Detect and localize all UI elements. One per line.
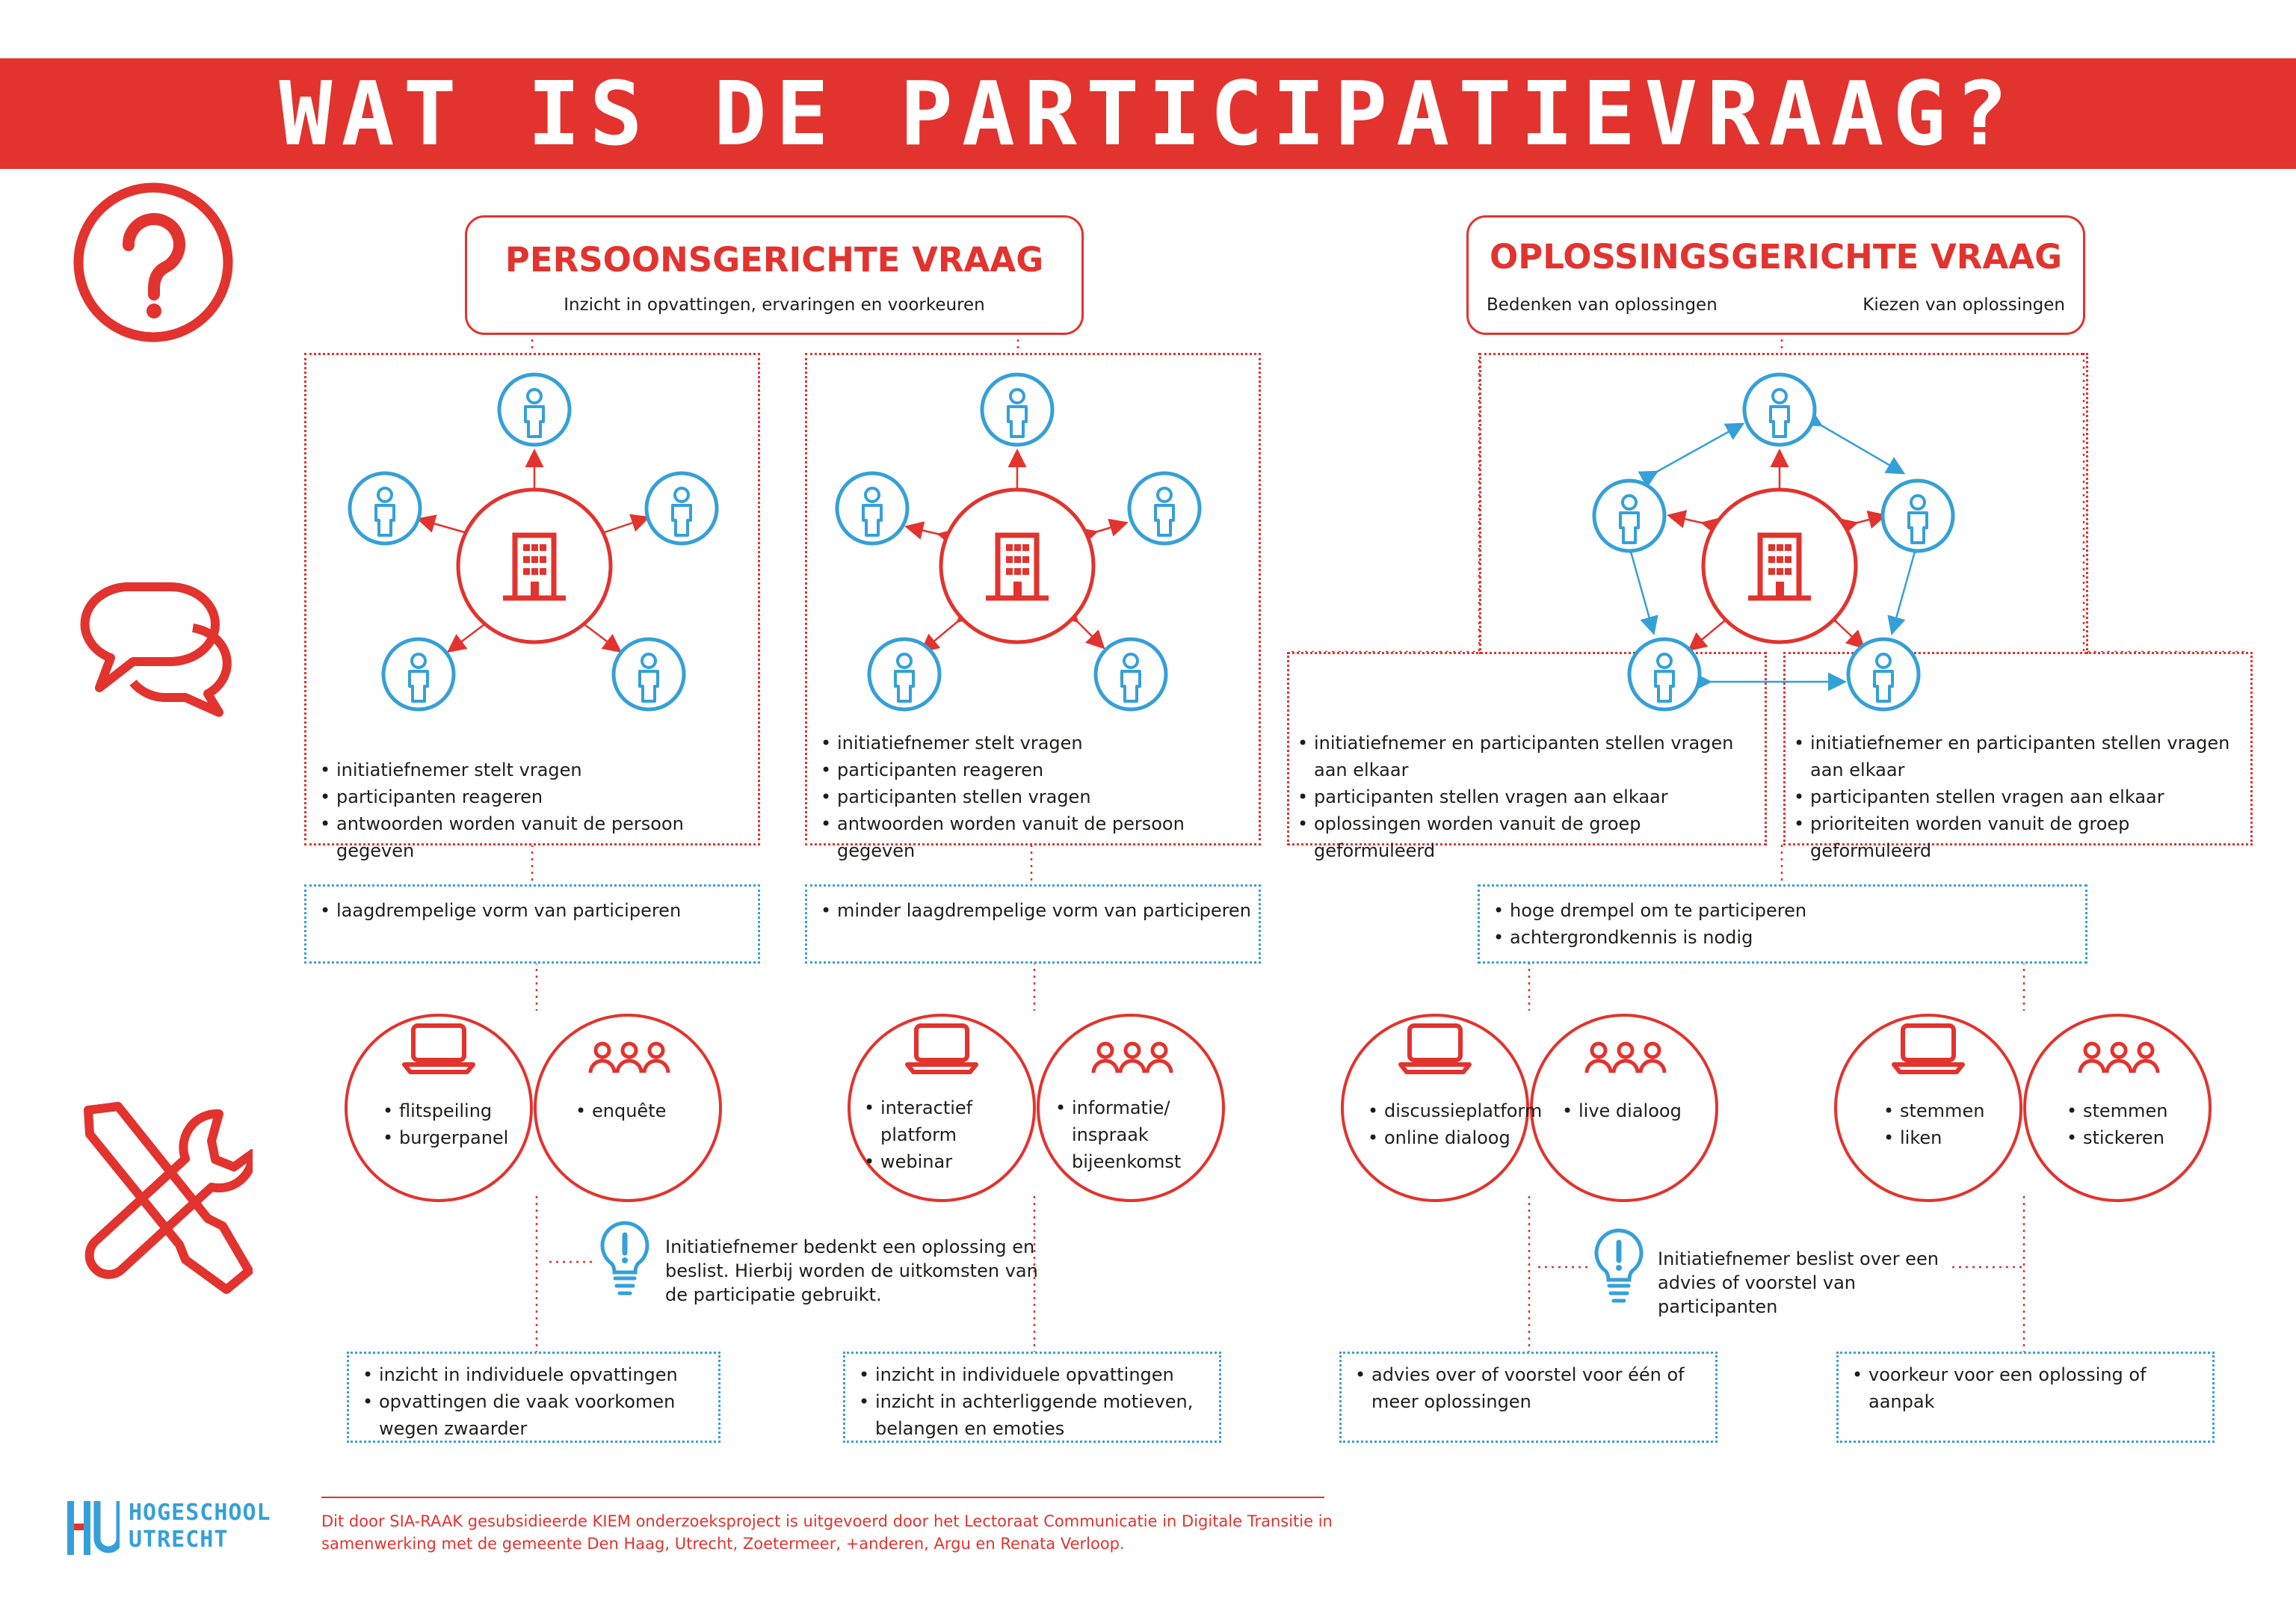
method-offline-3 <box>1562 1097 1697 1124</box>
header-title: OPLOSSINGSGERICHTE VRAAG <box>1489 237 2063 277</box>
method-item: • stickeren <box>2067 1124 2186 1151</box>
header-subtitle-right: Kiezen van oplossingen <box>1863 295 2065 315</box>
method-offline-2 <box>1055 1094 1205 1175</box>
lightbulb-icon <box>1592 1226 1646 1313</box>
threshold-item: • achtergrondkennis is nodig <box>1493 924 2085 951</box>
outcome-item: • inzicht in individuele opvattingen <box>362 1361 706 1388</box>
lightbulb-icon <box>598 1219 652 1305</box>
outcome-item: • voorkeur voor een oplossing of aanpak <box>1852 1361 2203 1415</box>
note-right: Initiatiefnemer beslist over een advies of voorstel van participanten <box>1658 1248 1939 1317</box>
method-item: • informatie/ inspraak bijeenkomst <box>1055 1094 1205 1175</box>
threshold-item: • minder laagdrempelige vorm van participeren <box>821 897 1259 924</box>
method-item: • flitspeiling <box>383 1097 517 1124</box>
threshold-item: • laagdrempelige vorm van participeren <box>320 897 758 924</box>
outcome-box-2 <box>843 1352 1221 1443</box>
org-name <box>129 1500 271 1553</box>
bullet: • initiatiefnemer stelt vragen <box>320 757 761 783</box>
method-item: • interactief platform <box>864 1094 1043 1148</box>
org-name-line-1: HOGESCHOOL <box>129 1500 271 1526</box>
method-item: • webinar <box>864 1148 1043 1175</box>
method-item: • stemmen <box>2067 1097 2186 1124</box>
method-item: • stemmen <box>1883 1097 2003 1124</box>
method-offline-1 <box>575 1097 710 1124</box>
outcome-item: • inzicht in achterliggende motieven, belangen en emoties <box>859 1388 1206 1442</box>
bullet: • participanten stellen vragen aan elkaar <box>1297 783 1761 810</box>
method-offline-4 <box>2067 1097 2186 1151</box>
outcome-item: • inzicht in individuele opvattingen <box>859 1361 1206 1388</box>
header-title: PERSOONSGERICHTE VRAAG <box>504 240 1044 280</box>
footer-credits: Dit door SIA-RAAK gesubsidieerde KIEM onderzoeksproject is uitgevoerd door het Lectoraat Communicatie in Digitale Transitie in samenwerking met de gemeente Den Haag, Utrecht, Zoetermeer, +anderen, Argu en Renata Verloop. <box>321 1512 1333 1553</box>
method-item: • burgerpanel <box>383 1124 517 1151</box>
bullet: • participanten reageren <box>821 757 1262 783</box>
bullet: • participanten stellen vragen <box>821 783 1262 810</box>
bullet: • prioriteiten worden vanuit de groep geformuleerd <box>1794 810 2246 864</box>
header-subtitle-left: Bedenken van oplossingen <box>1487 295 1718 315</box>
method-item: • discussieplatform <box>1368 1097 1547 1124</box>
bullet: • initiatiefnemer en participanten stellen vragen aan elkaar <box>1794 730 2246 783</box>
outcome-box-1 <box>347 1352 720 1443</box>
footer-divider <box>321 1497 1324 1498</box>
method-item: • liken <box>1883 1124 2003 1151</box>
bullet: • antwoorden worden vanuit de persoon gegeven <box>821 810 1262 864</box>
bullet: • participanten reageren <box>320 783 761 810</box>
outcome-item: • advies over of voorstel voor één of meer oplossingen <box>1355 1361 1691 1415</box>
method-online-2 <box>864 1094 1043 1175</box>
hu-logo-icon <box>67 1501 120 1558</box>
method-online-3 <box>1368 1097 1547 1151</box>
method-item: • live dialoog <box>1562 1097 1697 1124</box>
bullet: • oplossingen worden vanuit de groep geformuleerd <box>1297 810 1761 864</box>
org-name-line-2: UTRECHT <box>129 1527 229 1553</box>
header-subtitle: Inzicht in opvattingen, ervaringen en voorkeuren <box>564 295 985 315</box>
method-item: • enquête <box>575 1097 710 1124</box>
bullet: • initiatiefnemer en participanten stellen vragen aan elkaar <box>1297 730 1761 783</box>
method-online-1 <box>383 1097 517 1151</box>
note-left: Initiatiefnemer bedenkt een oplossing en beslist. Hierbij worden de uitkomsten van de participatie gebruikt. <box>665 1236 1038 1305</box>
outcome-box-4 <box>1836 1352 2215 1443</box>
bullet: • antwoorden worden vanuit de persoon gegeven <box>320 810 761 864</box>
outcome-item: • opvattingen die vaak voorkomen wegen zwaarder <box>362 1388 706 1442</box>
page-title: WAT IS DE PARTICIPATIEVRAAG? <box>279 62 2017 165</box>
method-online-4 <box>1883 1097 2003 1151</box>
method-item: • online dialoog <box>1368 1124 1547 1151</box>
threshold-item: • hoge drempel om te participeren <box>1493 897 2085 924</box>
outcome-box-3 <box>1339 1352 1718 1443</box>
bullet: • initiatiefnemer stelt vragen <box>821 730 1262 757</box>
bullet: • participanten stellen vragen aan elkaar <box>1794 783 2246 810</box>
